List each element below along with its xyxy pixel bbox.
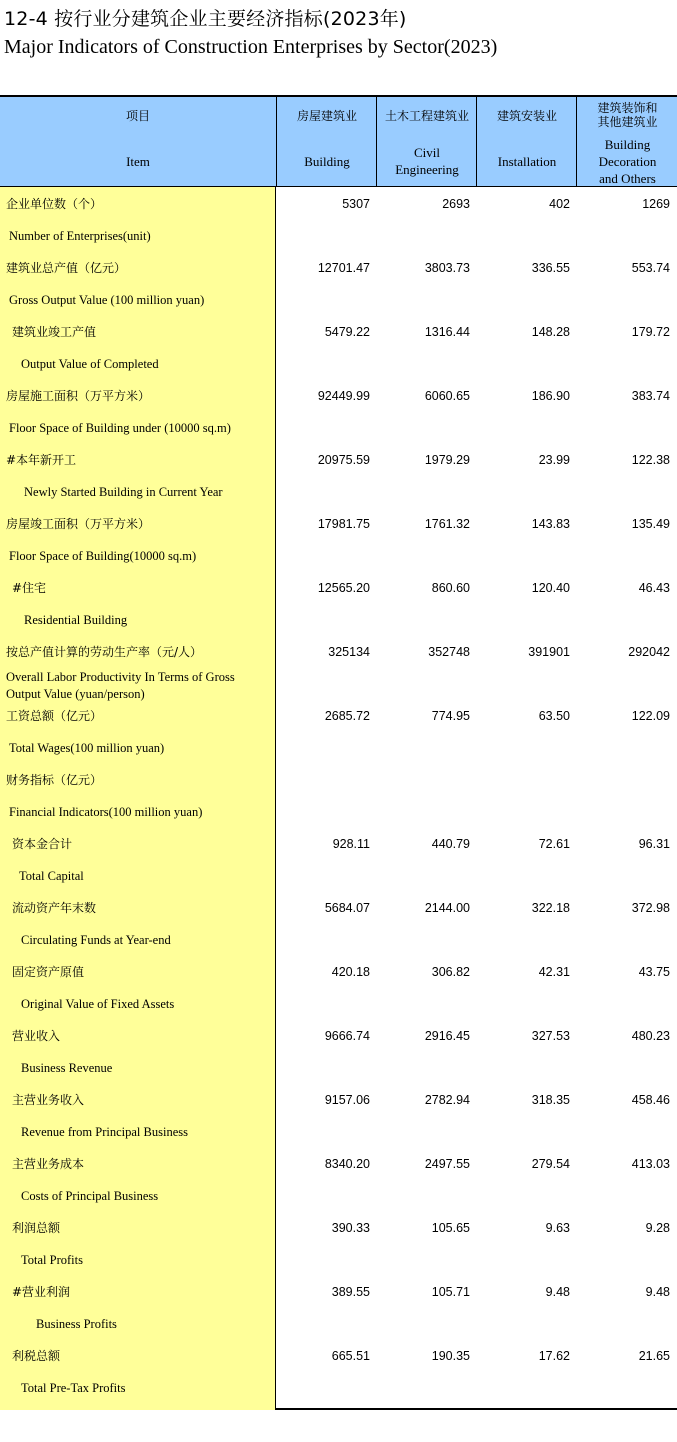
row-label-cn: 按总产值计算的劳动生产率（元/人）	[6, 645, 203, 659]
cell-value: 9157.06	[324, 1093, 370, 1107]
cell-value: 2685.72	[324, 709, 370, 723]
cell-value: 325134	[328, 645, 370, 659]
row-label-cn: 企业单位数（个）	[6, 197, 103, 211]
cell-value: 3803.73	[424, 261, 470, 275]
table-row	[0, 1147, 677, 1211]
cell-value: 327.53	[531, 1029, 570, 1043]
cell-value: 122.09	[631, 709, 670, 723]
row-label-cn: #住宅	[12, 581, 47, 595]
cell-value: 186.90	[531, 389, 570, 403]
cell-value: 9.48	[645, 1285, 670, 1299]
cell-value: 6060.65	[424, 389, 470, 403]
cell-value: 774.95	[431, 709, 470, 723]
cell-value: 402	[549, 197, 570, 211]
header-cn: 建筑装饰和 其他建筑业	[597, 101, 658, 129]
cell-value: 8340.20	[324, 1157, 370, 1171]
row-label-cn: #营业利润	[12, 1285, 71, 1299]
cell-value: 391901	[528, 645, 570, 659]
cell-value: 2497.55	[424, 1157, 470, 1171]
table-row	[0, 1275, 677, 1339]
header-cn: 项目	[125, 109, 150, 123]
indicator-table	[0, 95, 677, 1410]
table-row	[0, 379, 677, 443]
row-label-en: Total Pre-Tax Profits	[21, 1381, 126, 1395]
cell-value: 42.31	[538, 965, 570, 979]
cell-value: 292042	[628, 645, 670, 659]
cell-value: 336.55	[531, 261, 570, 275]
row-label-cn: 建筑业总产值（亿元）	[6, 261, 127, 275]
header-building	[276, 97, 377, 186]
cell-value: 1269	[642, 197, 670, 211]
cell-value: 2916.45	[424, 1029, 470, 1043]
row-label-cn: 房屋竣工面积（万平方米）	[6, 517, 151, 531]
row-label-en: Revenue from Principal Business	[21, 1125, 188, 1139]
row-label-en: Business Profits	[36, 1317, 117, 1331]
cell-value: 1761.32	[424, 517, 470, 531]
header-cn: 房屋建筑业	[296, 109, 357, 123]
row-label-cn: 利税总额	[12, 1349, 61, 1363]
cell-value: 2782.94	[424, 1093, 470, 1107]
cell-value: 17.62	[538, 1349, 570, 1363]
table-row	[0, 571, 677, 635]
cell-value: 143.83	[531, 517, 570, 531]
table-title-cn: 12-4 按行业分建筑企业主要经济指标(2023年)	[4, 8, 407, 30]
row-label-en: Original Value of Fixed Assets	[21, 997, 175, 1011]
cell-value: 179.72	[631, 325, 670, 339]
cell-value: 5307	[342, 197, 370, 211]
cell-value: 1316.44	[424, 325, 470, 339]
header-cn: 建筑安装业	[496, 109, 557, 123]
row-label-cn: 固定资产原值	[12, 965, 85, 979]
row-label-en: Newly Started Building in Current Year	[24, 485, 223, 499]
cell-value: 665.51	[331, 1349, 370, 1363]
header-en: Building Decoration and Others	[598, 137, 657, 186]
row-label-en: Total Capital	[19, 869, 84, 883]
cell-value: 105.71	[431, 1285, 470, 1299]
table-row	[0, 187, 677, 251]
row-label-cn: 财务指标（亿元）	[6, 773, 103, 787]
table-row	[0, 1083, 677, 1147]
table-row	[0, 699, 677, 763]
cell-value: 122.38	[631, 453, 670, 467]
table-row	[0, 507, 677, 571]
cell-value: 120.40	[531, 581, 570, 595]
row-label-en: Total Wages(100 million yuan)	[9, 741, 165, 755]
cell-value: 46.43	[638, 581, 670, 595]
table-row	[0, 443, 677, 507]
cell-value: 12565.20	[317, 581, 370, 595]
cell-value: 553.74	[631, 261, 670, 275]
header-en: Installation	[497, 154, 557, 169]
cell-value: 17981.75	[317, 517, 370, 531]
header-installation	[476, 97, 577, 186]
table-title-en: Major Indicators of Construction Enterprises by Sector(2023)	[4, 36, 498, 58]
row-label-en: Number of Enterprises(unit)	[9, 229, 151, 243]
table-row	[0, 891, 677, 955]
row-label-en: Output Value of Completed	[21, 357, 159, 371]
row-label-cn: 利润总额	[12, 1221, 61, 1235]
cell-value: 928.11	[332, 837, 370, 851]
cell-value: 458.46	[631, 1093, 670, 1107]
row-label-cn: 工资总额（亿元）	[6, 709, 103, 723]
row-label-cn: 营业收入	[12, 1029, 61, 1043]
cell-value: 5479.22	[324, 325, 370, 339]
cell-value: 148.28	[531, 325, 570, 339]
table-row	[0, 1211, 677, 1275]
cell-value: 135.49	[631, 517, 670, 531]
row-label-en: Business Revenue	[21, 1061, 113, 1075]
table-row	[0, 251, 677, 315]
cell-value: 420.18	[331, 965, 370, 979]
cell-value: 9.48	[545, 1285, 570, 1299]
header-en: Item	[126, 154, 150, 169]
row-label-cn: 房屋施工面积（万平方米）	[6, 389, 151, 403]
row-label-cn: 建筑业竣工产值	[12, 325, 97, 339]
header-cn: 土木工程建筑业	[384, 109, 469, 123]
header-decoration-others	[576, 97, 677, 186]
row-label-cn: #本年新开工	[6, 453, 77, 467]
row-label-en: Residential Building	[24, 613, 128, 627]
header-item	[0, 97, 276, 186]
cell-value: 12701.47	[317, 261, 370, 275]
cell-value: 1979.29	[424, 453, 470, 467]
header-en: Building	[304, 154, 350, 169]
row-label-en: Gross Output Value (100 million yuan)	[9, 293, 205, 307]
table-row	[0, 635, 677, 699]
table-row	[0, 955, 677, 1019]
cell-value: 440.79	[431, 837, 470, 851]
row-label-cn: 主营业务收入	[12, 1093, 85, 1107]
cell-value: 105.65	[431, 1221, 470, 1235]
cell-value: 318.35	[531, 1093, 570, 1107]
table-row	[0, 763, 677, 827]
cell-value: 92449.99	[317, 389, 370, 403]
cell-value: 21.65	[638, 1349, 670, 1363]
cell-value: 9.63	[545, 1221, 570, 1235]
cell-value: 372.98	[631, 901, 670, 915]
header-en: Civil Engineering	[395, 145, 459, 177]
table-row	[0, 1019, 677, 1083]
cell-value: 383.74	[631, 389, 670, 403]
cell-value: 480.23	[631, 1029, 670, 1043]
row-label-cn: 资本金合计	[12, 837, 73, 851]
cell-value: 9.28	[645, 1221, 670, 1235]
table-row	[0, 1339, 677, 1403]
cell-value: 20975.59	[317, 453, 370, 467]
row-label-en: Floor Space of Building(10000 sq.m)	[9, 549, 197, 563]
cell-value: 190.35	[431, 1349, 470, 1363]
header-civil-engineering	[376, 97, 477, 186]
row-label-cn: 主营业务成本	[12, 1157, 85, 1171]
cell-value: 2693	[442, 197, 470, 211]
cell-value: 43.75	[638, 965, 670, 979]
cell-value: 72.61	[538, 837, 570, 851]
cell-value: 23.99	[538, 453, 570, 467]
cell-value: 413.03	[631, 1157, 670, 1171]
cell-value: 322.18	[531, 901, 570, 915]
row-label-en: Costs of Principal Business	[21, 1189, 159, 1203]
cell-value: 2144.00	[424, 901, 470, 915]
row-label-en: Overall Labor Productivity In Terms of Gross Output Value (yuan/person)	[6, 670, 235, 701]
cell-value: 279.54	[531, 1157, 570, 1171]
cell-value: 352748	[428, 645, 470, 659]
cell-value: 306.82	[431, 965, 470, 979]
table-header	[0, 97, 677, 187]
cell-value: 9666.74	[324, 1029, 370, 1043]
cell-value: 390.33	[331, 1221, 370, 1235]
cell-value: 96.31	[638, 837, 670, 851]
table-row	[0, 827, 677, 891]
cell-value: 63.50	[538, 709, 570, 723]
row-label-en: Total Profits	[21, 1253, 83, 1267]
row-label-cn: 流动资产年末数	[12, 901, 97, 915]
cell-value: 860.60	[431, 581, 470, 595]
cell-value: 5684.07	[324, 901, 370, 915]
cell-value: 389.55	[331, 1285, 370, 1299]
row-label-en: Financial Indicators(100 million yuan)	[9, 805, 203, 819]
table-row	[0, 315, 677, 379]
row-label-en: Floor Space of Building under (10000 sq.m)	[9, 421, 231, 435]
row-label-en: Circulating Funds at Year-end	[21, 933, 171, 947]
